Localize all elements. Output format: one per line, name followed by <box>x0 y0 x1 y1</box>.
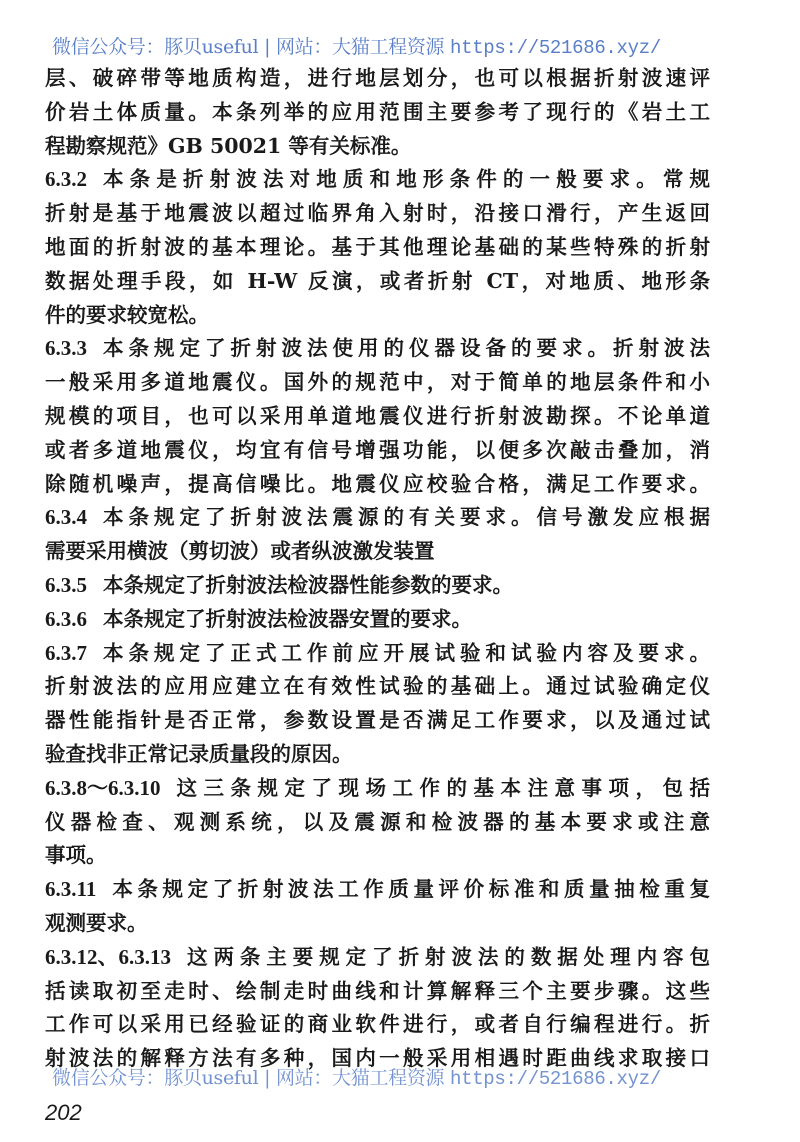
text-line <box>45 62 710 96</box>
section-line <box>45 941 710 975</box>
section-number: 6.3.11 <box>45 877 97 902</box>
watermark-text: 微信公众号：豚贝useful | 网站：大猫工程资源 <box>52 36 450 58</box>
line-text: 括读取初至走时、绘制走时曲线和计算解释三个主要步骤。这些 <box>45 978 710 1003</box>
line-text: 本条规定了折射波法检波器性能参数的要求。 <box>103 572 513 597</box>
text-line <box>45 670 710 704</box>
text-line <box>45 839 710 873</box>
text-line <box>45 299 710 333</box>
line-text: 程勘察规范》GB 50021 等有关标准。 <box>45 133 412 158</box>
section-number: 6.3.3 <box>45 336 87 361</box>
section-number: 6.3.7 <box>45 640 87 665</box>
section-number: 6.3.5 <box>45 572 87 597</box>
line-text: 器性能指针是否正常，参数设置是否满足工作要求，以及通过试 <box>45 708 710 733</box>
line-text: 或者多道地震仪，均宜有信号增强功能，以便多次敲击叠加，消 <box>45 437 710 462</box>
line-text: 折射是基于地震波以超过临界角入射时，沿接口滑行，产生返回 <box>45 201 710 226</box>
text-line <box>45 130 710 164</box>
line-text: 件的要求较宽松。 <box>45 302 209 327</box>
text-line <box>45 738 710 772</box>
section-line <box>45 873 710 907</box>
line-text: 规模的项目，也可以采用单道地震仪进行折射波勘探。不论单道 <box>45 403 710 428</box>
line-text: 价岩土体质量。本条列举的应用范围主要参考了现行的《岩土工 <box>45 99 710 124</box>
line-text: 这两条主要规定了折射波法的数据处理内容包 <box>187 944 710 969</box>
line-text: 这三条规定了现场工作的基本注意事项，包括 <box>176 775 710 800</box>
line-text: 本条规定了折射波法检波器安置的要求。 <box>103 606 472 631</box>
watermark-top <box>52 32 752 59</box>
section-line <box>45 501 710 535</box>
line-text: 层、破碎带等地质构造，进行地层划分，也可以根据折射波速评 <box>45 66 710 90</box>
line-text: 仪器检查、观测系统，以及震源和检波器的基本要求或注意 <box>45 809 710 834</box>
text-line <box>45 231 710 265</box>
line-text: 地面的折射波的基本理论。基于其他理论基础的某些特殊的折射 <box>45 234 710 259</box>
line-text: 本条规定了折射波法使用的仪器设备的要求。折射波法 <box>103 336 710 361</box>
section-number: 6.3.2 <box>45 167 87 192</box>
watermark-bottom <box>52 1063 752 1090</box>
line-text: 验查找非正常记录质量段的原因。 <box>45 741 353 766</box>
section-number: 6.3.12、6.3.13 <box>45 944 171 969</box>
line-text: 一般采用多道地震仪。国外的规范中，对于简单的地层条件和小 <box>45 370 710 395</box>
line-text: 本条规定了正式工作前应开展试验和试验内容及要求。 <box>103 640 710 665</box>
text-line <box>45 434 710 468</box>
line-text: 本条规定了折射波法震源的有关要求。信号激发应根据 <box>103 505 710 530</box>
line-text: 除随机噪声，提高信噪比。地震仪应校验合格，满足工作要求。 <box>45 471 710 496</box>
section-line <box>45 772 710 806</box>
section-number: 6.3.4 <box>45 505 87 530</box>
text-line <box>45 704 710 738</box>
section-line <box>45 637 710 671</box>
line-text: 射波法的解释方法有多种，国内一般采用相遇时距曲线求取接口 <box>45 1046 710 1071</box>
watermark-text: 微信公众号：豚贝useful | 网站：大猫工程资源 <box>52 1067 450 1089</box>
section-line <box>45 332 710 366</box>
text-line <box>45 265 710 299</box>
line-text: 需要采用横波（剪切波）或者纵波激发装置 <box>45 539 435 564</box>
text-line <box>45 975 710 1009</box>
text-line <box>45 468 710 502</box>
text-line <box>45 1008 710 1042</box>
document-body <box>45 62 710 1076</box>
section-line <box>45 163 710 197</box>
section-number: 6.3.8～6.3.10 <box>45 775 161 800</box>
line-text: 事项。 <box>45 843 107 868</box>
text-line <box>45 96 710 130</box>
line-text: 折射波法的应用应建立在有效性试验的基础上。通过试验确定仪 <box>45 674 710 699</box>
line-text: 工作可以采用已经验证的商业软件进行，或者自行编程进行。折 <box>45 1012 710 1037</box>
text-line <box>45 535 710 569</box>
text-line <box>45 197 710 231</box>
text-line <box>45 806 710 840</box>
line-text: 观测要求。 <box>45 910 148 935</box>
text-line <box>45 400 710 434</box>
line-text: 数据处理手段，如 H-W 反演，或者折射 CT，对地质、地形条 <box>45 268 710 293</box>
line-text: 本条规定了折射波法工作质量评价标准和质量抽检重复 <box>112 877 710 902</box>
section-line <box>45 569 710 603</box>
section-line <box>45 603 710 637</box>
text-line <box>45 907 710 941</box>
watermark-url: https://521686.xyz/ <box>450 1068 661 1090</box>
text-line <box>45 366 710 400</box>
page-number: 202 <box>45 1100 82 1125</box>
section-number: 6.3.6 <box>45 606 87 631</box>
watermark-url: https://521686.xyz/ <box>450 37 661 59</box>
line-text: 本条是折射波法对地质和地形条件的一般要求。常规 <box>103 167 710 192</box>
